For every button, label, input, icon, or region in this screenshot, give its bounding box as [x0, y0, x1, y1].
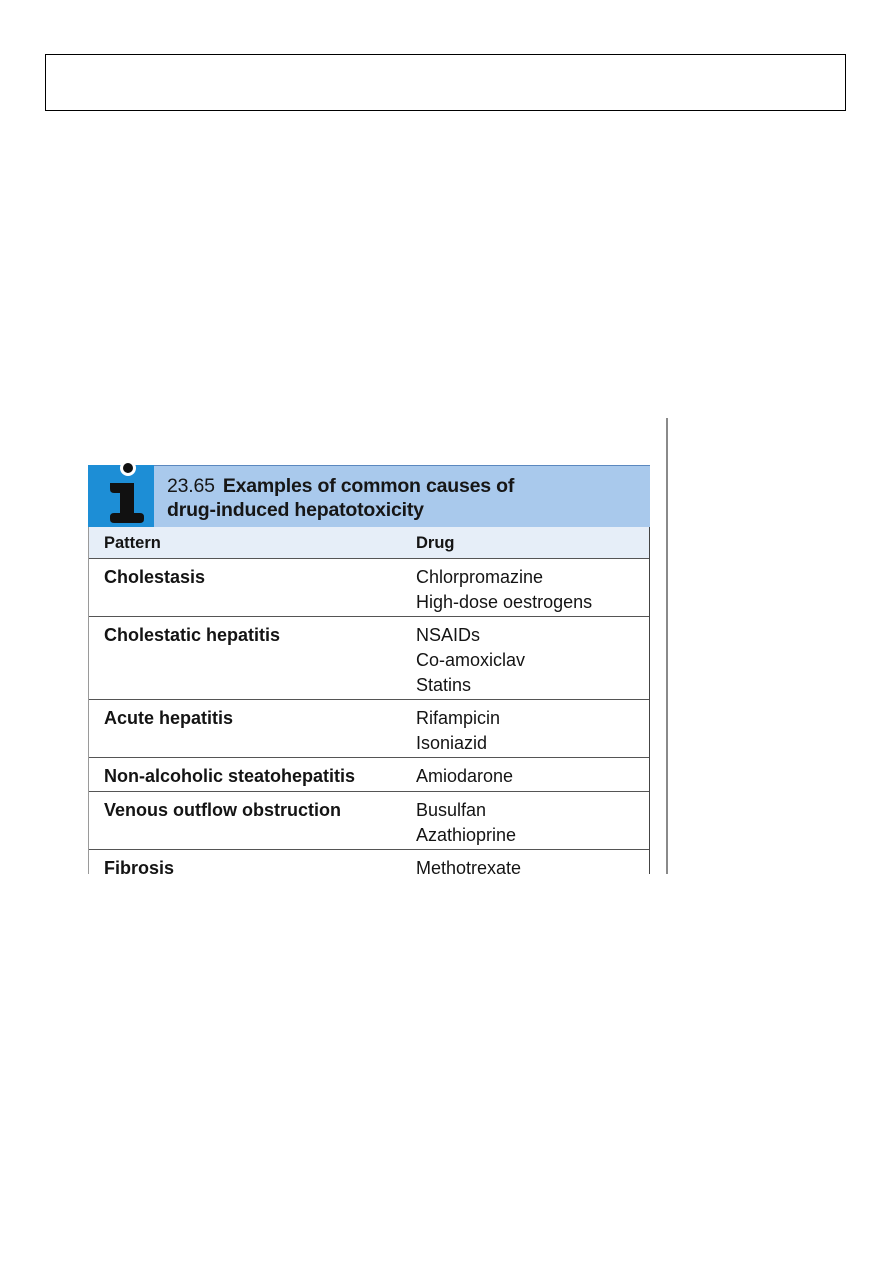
drug-item: Busulfan [416, 800, 487, 820]
table-row [89, 850, 649, 874]
drug-cell [416, 856, 521, 874]
pattern-cell: Fibrosis [104, 858, 175, 874]
page-header-box [45, 54, 846, 111]
column-header-drug: Drug [416, 534, 455, 552]
pattern-cell: Acute hepatitis [104, 708, 234, 728]
drug-item: Isoniazid [416, 733, 488, 753]
drug-cell [416, 764, 513, 789]
drug-item: Rifampicin [416, 708, 501, 728]
drug-item: Chlorpromazine [416, 567, 544, 587]
drug-item: Azathioprine [416, 825, 517, 845]
drug-item: High-dose oestrogens [416, 592, 593, 612]
table-row [89, 559, 649, 617]
table-title-line1: Examples of common causes of [222, 475, 515, 497]
hepatotoxicity-table [88, 527, 650, 874]
pattern-cell: Non-alcoholic steatohepatitis [104, 766, 356, 786]
info-glyph [88, 455, 154, 527]
table-row [89, 758, 649, 792]
drug-item: Statins [416, 675, 472, 695]
table-title [167, 474, 514, 522]
table-title-line2: drug-induced hepatotoxicity [167, 499, 424, 521]
drug-item: NSAIDs [416, 625, 481, 645]
table-figure [88, 455, 650, 874]
drug-cell [416, 798, 516, 848]
pattern-cell: Cholestatic hepatitis [104, 625, 281, 645]
drug-item: Co-amoxiclav [416, 650, 526, 670]
drug-cell [416, 706, 500, 756]
table-header-row [89, 527, 649, 559]
drug-item: Methotrexate [416, 858, 522, 874]
pattern-cell: Venous outflow obstruction [104, 800, 341, 820]
table-number: 23.65 [167, 475, 215, 497]
drug-item: Amiodarone [416, 766, 514, 786]
drug-cell [416, 623, 525, 698]
column-header-pattern: Pattern [104, 534, 161, 552]
info-icon [88, 465, 154, 527]
table-row [89, 792, 649, 850]
table-row [89, 700, 649, 758]
drug-cell [416, 565, 592, 615]
table-title-bar [154, 465, 650, 527]
table-row [89, 617, 649, 700]
pattern-cell: Cholestasis [104, 567, 206, 587]
column-divider [666, 418, 668, 874]
